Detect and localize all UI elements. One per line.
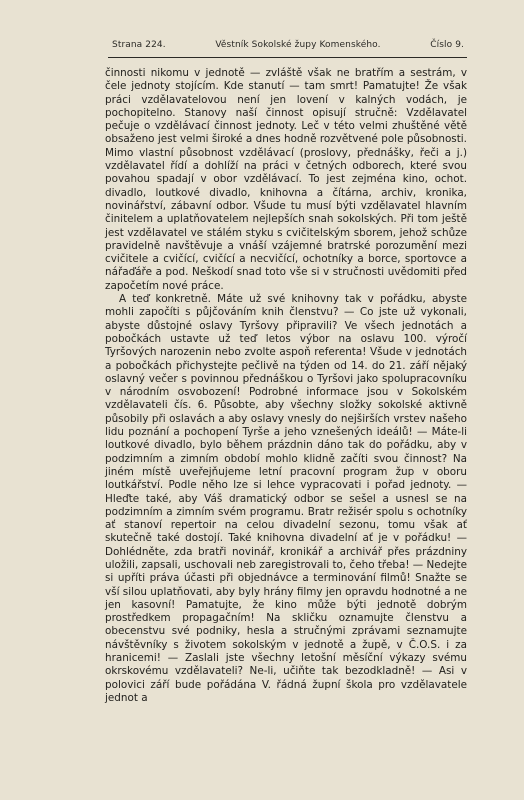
issue-number: Číslo 9.	[430, 40, 464, 50]
header-rule	[108, 57, 467, 58]
paragraph: A teď konkretně. Máte už své knihovny tak v pořádku, abyste mohli započíti s půjčováním knih členstvu? — Co jste už vykonali, abyste důstojné oslavy Tyršovy připravili? Ve všech jednotách a pobočkách ustavte už teď letos výbor na oslavu 100. výročí Tyršových narozenin nebo zvolte aspoň referenta! Všude v jednotách a pobočkách přichystejte pečlivě na týden od 14. do 21. září nějaký oslavný večer s povinnou přednáškou o Tyršovi jako spolupracovníku v národním osvobození! Podrobné informace jsou v Sokolském vzdělavateli čís. 6. Působte, aby všechny složky sokolské aktivně působily při oslavách a aby oslavy vnesly do nejširších vrstev našeho lidu poznání a pochopení Tyrše a jeho vznešených ideálů! — Máte-li loutkové divadlo, bylo během prázdnin dáno tak do pořádku, aby v podzimním a zimním období mohlo klidně začíti svou činnost? Na jiném místě uveřejňujeme letní pracovní program žup v oboru loutkářství. Podle něho lze si lehce vypracovati i pořad jednoty. — Hleďte také, aby Váš dramatický odbor se sešel a usnesl se na podzimním a zimním svém programu. Bratr režisér spolu s ochotníky ať stanoví repertoir na celou divadelní sezonu, tomu však ať skutečně také dostojí. Také knihovna divadelní ať je v pořádku! — Dohlédněte, zda bratři novinář, kronikář a archivář přes prázdniny uložili, zapsali, uschovali neb zaregistrovali to, čeho třeba! — Nedejte si upříti práva účasti při objednávce a terminování filmů! Snažte se vší silou uplatňovati, aby byly hrány filmy jen opravdu hodnotné a ne jen kasovní! Pamatujte, že kino může býti jednotě dobrým prostředkem propagačním! Na skličku oznamujte členstvu a obecenstvu své podniky, hesla a stručnými zprávami seznamujte návštěvníky s životem sokolským v jednotě a župě, v Č.O.S. i za hranicemi! — Zaslali jste všechny letošní měsíční výkazy svému okrskovému vzdělavateli? Ne-li, učiňte tak bezodkladně! — Asi v polovici září bude pořádána V. řádná župní škola pro vzdělavatele jednot a	[105, 293, 468, 704]
article-body	[105, 67, 467, 705]
page-header	[112, 40, 464, 54]
paragraph: činnosti nikomu v jednotě — zvláště však ne bratřím a sestrám, v čele jednoty stojícím. Kde stanutí — tam smrt! Pamatujte! Že však práci vzdělavatelovou není jen lovení v kalných vodách, je pochopitelno. Stanovy naší činnost opisují stručně: Vzdělavatel pečuje o vzdělávací činnost jednoty. Leč v této velmi zhuštěné větě obsaženo jest velmi široké a dnes hodně rozvětvené pole působnosti. Mimo vlastní působnost vzdělávací (proslovy, přednášky, řeči a j.) vzdělavatel řídí a dohlíží na práci v četných odborech, které svou povahou spadají v obor vzdělávací. To jest zejména kino, ochot. divadlo, loutkové divadlo, knihovna a čítárna, archiv, kronika, novinářství, zábavní odbor. Všude tu musí býti vzdělavatel hlavním činitelem a uplatňovatelem nejlepších snah sokolských. Při tom ještě jest vzdělavatel ve stálém styku s cvičitelským sborem, jehož schůze pravidelně navštěvuje a vnáší vzájemné bratrské porozumění mezi cvičitele a cvičící, cvičící a necvičící, ochotníky a borce, sportovce a nářaďáře a pod. Neškodí snad toto vše si v stručnosti uvědomiti před započetím nové práce.	[105, 67, 467, 292]
page-number: Strana 224.	[112, 40, 166, 50]
journal-title: Věstník Sokolské župy Komenského.	[215, 40, 381, 50]
